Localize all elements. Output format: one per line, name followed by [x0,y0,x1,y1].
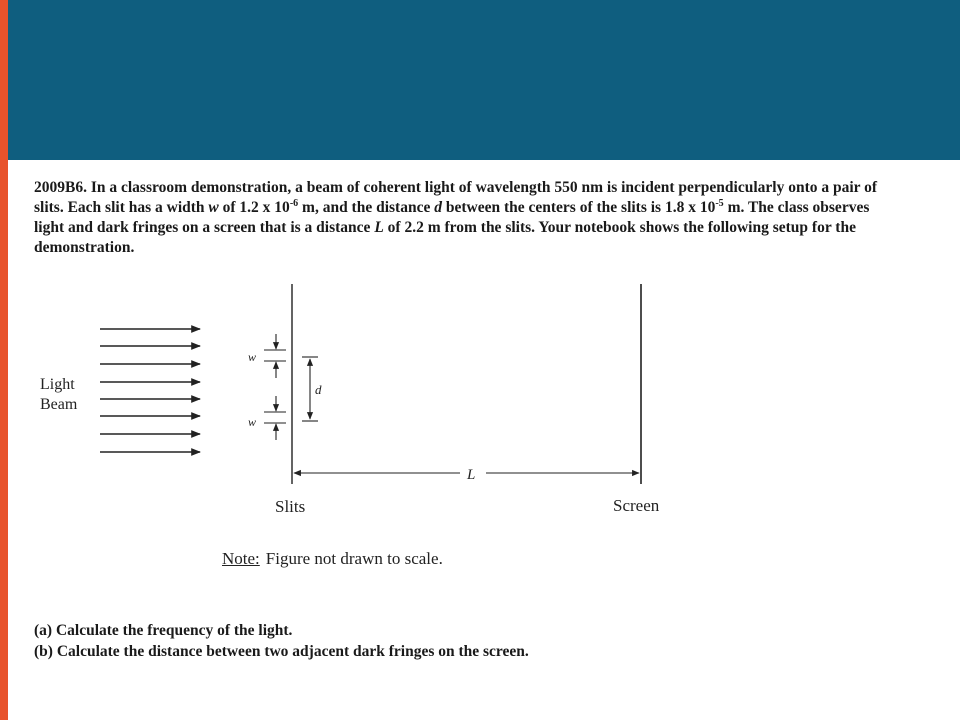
note-label: Note: [222,549,260,568]
problem-statement: 2009B6. In a classroom demonstration, a beam of coherent light of wavelength 550 nm is incident perpendicularly onto a pair of slits. Each slit has a width w of 1.2 x $10^{-6}$ m, and the distance d between the centers of the slits is 1.8 x $10^{-5}$ m. The class observes light and dark fringes on a screen that is a distance L of 2.2 m from the slits. Your notebook shows the following setup for the demonstration. [34,179,878,256]
note-text: Figure not drawn to scale. [265,549,443,568]
question-a: (a) Calculate the frequency of the light. [34,622,293,639]
w-label-bottom: w [248,415,257,429]
screen-label: Screen [613,496,660,515]
problem-id: 2009B6. [34,179,87,196]
slide-header-bar [8,0,960,160]
slit-width-markers [264,334,286,440]
L-label: L [467,467,476,483]
w-label-top: w [248,350,257,364]
d-label: d [315,382,322,397]
questions-list [34,620,894,662]
figure-note [222,549,443,569]
double-slit-diagram [0,270,960,600]
light-beam-arrows [100,329,200,452]
light-beam-label-line1: Light [40,376,75,393]
question-b: (b) Calculate the distance between two adjacent dark fringes on the screen. [34,643,529,660]
light-beam-label-line2: Beam [40,396,78,413]
slits-label: Slits [275,497,306,516]
